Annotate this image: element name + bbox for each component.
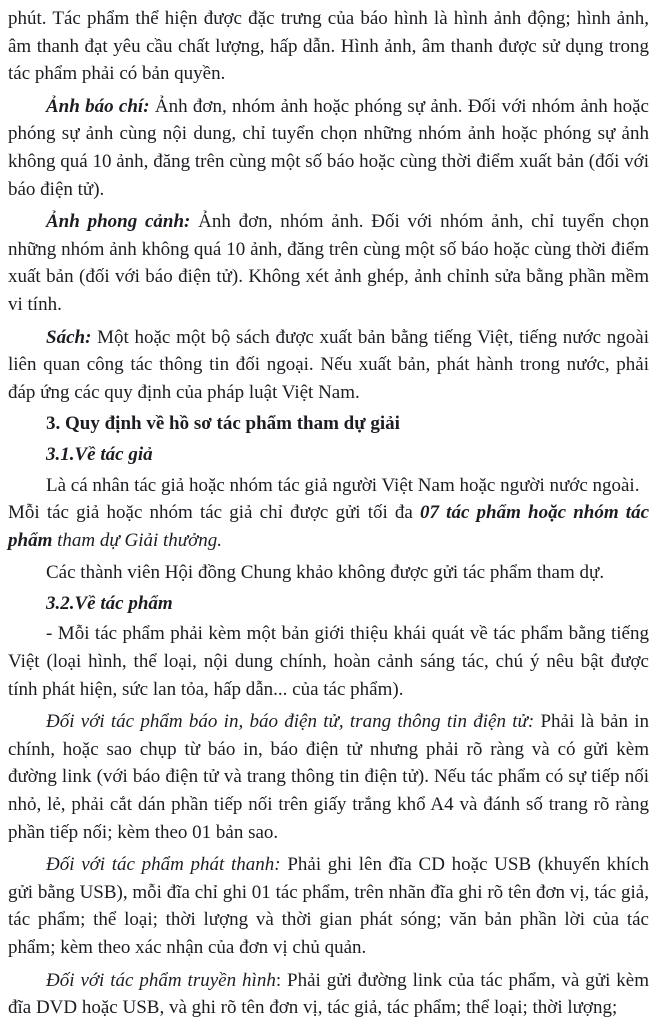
landscape-photo-label: Ảnh phong cảnh:: [46, 211, 191, 233]
paragraph-submission-limit: [8, 499, 649, 554]
paragraph-video-requirements: [8, 5, 649, 88]
paragraph-text-italic: tham dự Giải thưởng.: [52, 529, 223, 551]
paragraph-text: phút. Tác phẩm thể hiện được đặc trưng của báo hình là hình ảnh động; hình ảnh, âm thanh đạt yêu cầu chất lượng, hấp dẫn. Hình ảnh, âm thanh được sử dụng trong tác phẩm phải có bản quyền.: [8, 8, 649, 85]
paragraph-book: [8, 324, 649, 407]
paragraph-radio: [8, 851, 649, 961]
television-label: Đối với tác phẩm truyền hình: [46, 969, 276, 991]
press-photo-label: Ảnh báo chí:: [46, 95, 150, 117]
paragraph-text: : Phải gửi đường link của tác phẩm, và gửi kèm đĩa DVD hoặc USB, và ghi rõ tên đơn vị, tác giả, tác phẩm; thể loại; thời lượng;: [8, 969, 649, 1019]
paragraph-text: - Mỗi tác phẩm phải kèm một bản giới thiệu khái quát về tác phẩm bằng tiếng Việt (loại hình, thể loại, nội dung chính, hoàn cảnh sáng tác, chú ý nêu bật được tính phát hiện, sức lan tỏa, hấp dẫn... của tác phẩm).: [8, 623, 649, 700]
paragraph-author-eligibility: [8, 472, 649, 500]
paragraph-work-introduction: [8, 620, 649, 703]
book-label: Sách:: [46, 326, 92, 348]
subsection-heading-3-2: 3.2.Về tác phẩm: [46, 592, 173, 614]
paragraph-television: [8, 967, 649, 1022]
section-heading-3: 3. Quy định về hồ sơ tác phẩm tham dự giải: [46, 413, 400, 435]
paragraph-press-photo: [8, 93, 649, 203]
paragraph-text: Một hoặc một bộ sách được xuất bản bằng tiếng Việt, tiếng nước ngoài liên quan công tác thông tin đối ngoại. Nếu xuất bản, phát hành trong nước, phải đáp ứng các quy định của pháp luật Việt Nam.: [8, 326, 649, 403]
paragraph-print-online: [8, 708, 649, 846]
paragraph-text: Phải là bản in chính, hoặc sao chụp từ báo in, báo điện tử nhưng phải rõ ràng và có gửi kèm đường link (với báo điện tử và trang thông tin điện tử). Nếu tác phẩm có sự tiếp nối nhỏ, lẻ, phải cắt dán phần tiếp nối trên giấy trắng khổ A4 và đánh số trang rõ ràng phần tiếp nối; kèm theo 01 bản sao.: [8, 711, 650, 843]
submission-limit-emphasis: 07 tác phẩm hoặc nhóm tác phẩm: [8, 502, 649, 551]
radio-label: Đối với tác phẩm phát thanh:: [46, 854, 281, 876]
paragraph-jury-restriction: [8, 559, 649, 587]
paragraph-text: Các thành viên Hội đồng Chung khảo không được gửi tác phẩm tham dự.: [46, 562, 605, 584]
paragraph-text: Ảnh đơn, nhóm ảnh hoặc phóng sự ảnh. Đối với nhóm ảnh hoặc phóng sự ảnh cùng nội dung, chỉ tuyển chọn những nhóm ảnh hoặc phóng sự ảnh không quá 10 ảnh, đăng trên cùng một số báo hoặc cùng thời điểm xuất bản (đối với báo điện tử).: [8, 95, 649, 200]
subsection-heading-3-1: 3.1.Về tác giả: [46, 443, 153, 465]
paragraph-text: Mỗi tác giả hoặc nhóm tác giả chỉ được gửi tối đa: [8, 502, 421, 524]
paragraph-text: Là cá nhân tác giả hoặc nhóm tác giả người Việt Nam hoặc người nước ngoài.: [46, 474, 640, 496]
print-online-label: Đối với tác phẩm báo in, báo điện tử, trang thông tin điện tử:: [46, 711, 535, 733]
paragraph-landscape-photo: [8, 208, 649, 318]
paragraph-text: Phải ghi lên đĩa CD hoặc USB (khuyến khích gửi bằng USB), mỗi đĩa chỉ ghi 01 tác phẩm, trên nhãn đĩa ghi rõ tên đơn vị, tác giả, tác phẩm; thể loại; thời lượng và thời gian phát sóng; văn bản phần lời của tác phẩm; kèm theo xác nhận của đơn vị chủ quản.: [8, 854, 649, 958]
paragraph-text: Ảnh đơn, nhóm ảnh. Đối với nhóm ảnh, chỉ tuyển chọn những nhóm ảnh không quá 10 ảnh, đăng trên cùng một số báo hoặc cùng thời điểm xuất bản (đối với báo điện tử). Không xét ảnh ghép, ảnh chỉnh sửa bằng phần mềm vi tính.: [8, 211, 649, 315]
